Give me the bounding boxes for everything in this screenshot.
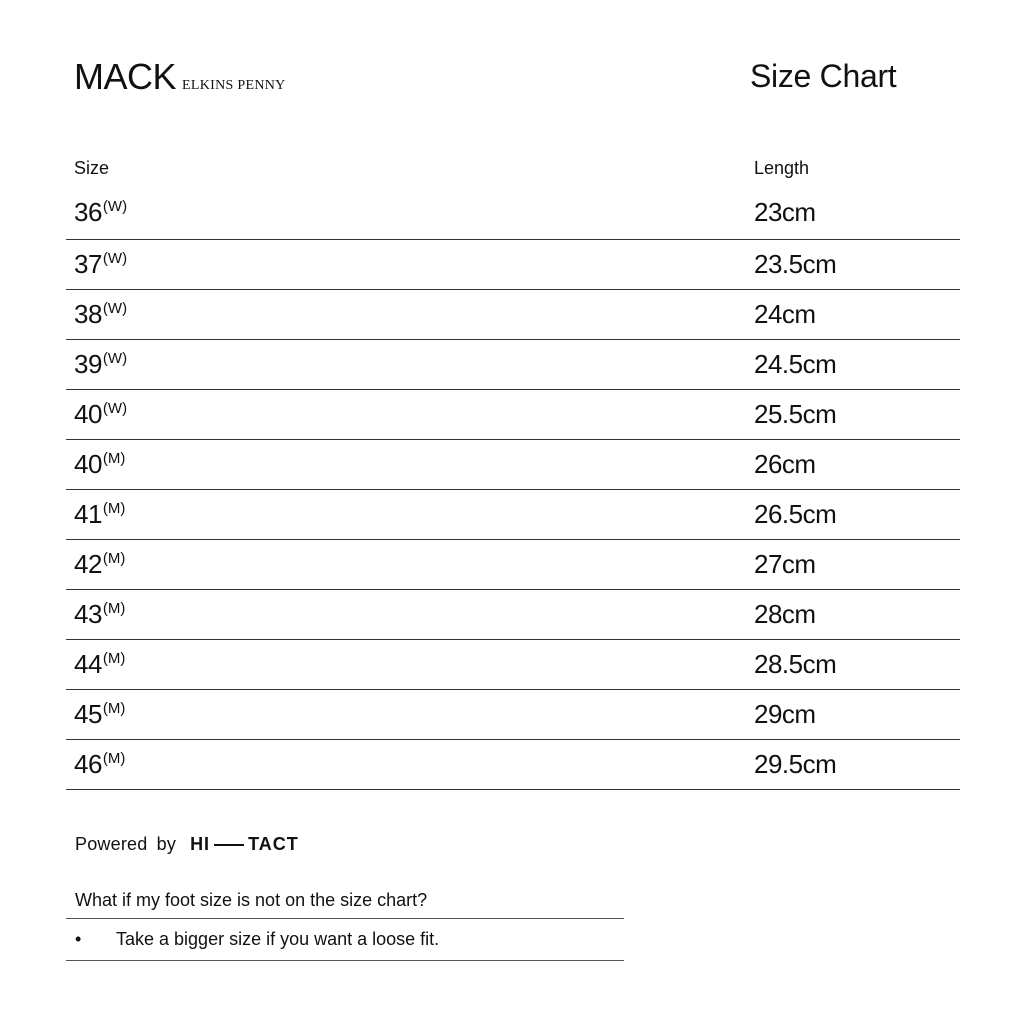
size-value: 36 — [74, 197, 102, 227]
size-cell — [66, 549, 754, 580]
table-row — [66, 740, 960, 790]
table-row — [66, 590, 960, 640]
length-column-header: Length — [754, 157, 810, 178]
size-value: 46 — [74, 749, 102, 779]
faq-answer: Take a bigger size if you want a loose fit. — [116, 929, 440, 949]
brand-header — [74, 56, 286, 98]
size-value: 40 — [74, 449, 102, 479]
gender-marker: (M) — [102, 699, 126, 717]
length-cell: 26.5cm — [754, 499, 837, 529]
size-value: 37 — [74, 249, 102, 279]
size-cell — [66, 499, 754, 530]
length-cell: 27cm — [754, 549, 816, 579]
size-column-header: Size — [74, 157, 110, 178]
size-value: 41 — [74, 499, 102, 529]
length-cell: 24.5cm — [754, 349, 837, 379]
table-row — [66, 440, 960, 490]
table-row — [66, 240, 960, 290]
table-row — [66, 640, 960, 690]
gender-marker: (W) — [102, 299, 128, 317]
size-value: 38 — [74, 299, 102, 329]
size-value: 45 — [74, 699, 102, 729]
faq-section — [66, 882, 624, 961]
gender-marker: (M) — [102, 649, 126, 667]
length-cell: 23cm — [754, 197, 816, 227]
size-value: 44 — [74, 649, 102, 679]
gender-marker: (M) — [102, 599, 126, 617]
powered-by — [75, 834, 299, 855]
logo-line — [214, 844, 244, 846]
size-value: 39 — [74, 349, 102, 379]
length-cell: 26cm — [754, 449, 816, 479]
size-cell — [66, 197, 754, 228]
hitact-logo — [190, 834, 299, 855]
powered-label: Powered by — [75, 834, 177, 854]
table-row — [66, 690, 960, 740]
logo-left-text: HI — [190, 834, 211, 854]
bullet: • — [75, 929, 82, 949]
size-cell — [66, 299, 754, 330]
logo-right-text: TACT — [248, 834, 299, 854]
gender-marker: (M) — [102, 449, 126, 467]
size-cell — [66, 399, 754, 430]
gender-marker: (M) — [102, 499, 126, 517]
size-cell — [66, 449, 754, 480]
faq-answer-item — [66, 919, 624, 961]
size-cell — [66, 249, 754, 280]
size-value: 43 — [74, 599, 102, 629]
faq-question: What if my foot size is not on the size chart? — [66, 882, 624, 919]
table-row — [66, 186, 960, 240]
page-title: Size Chart — [750, 58, 897, 94]
length-cell: 29cm — [754, 699, 816, 729]
length-cell: 29.5cm — [754, 749, 837, 779]
table-row — [66, 490, 960, 540]
length-cell: 28.5cm — [754, 649, 837, 679]
table-row — [66, 390, 960, 440]
length-cell: 23.5cm — [754, 249, 837, 279]
gender-marker: (W) — [102, 249, 128, 267]
length-cell: 25.5cm — [754, 399, 837, 429]
size-cell — [66, 349, 754, 380]
gender-marker: (M) — [102, 749, 126, 767]
brand-name: MACK — [74, 56, 177, 97]
length-cell: 24cm — [754, 299, 816, 329]
size-cell — [66, 699, 754, 730]
size-value: 40 — [74, 399, 102, 429]
size-value: 42 — [74, 549, 102, 579]
brand-model: ELKINS PENNY — [182, 78, 286, 93]
table-row — [66, 540, 960, 590]
size-cell — [66, 599, 754, 630]
length-cell: 28cm — [754, 599, 816, 629]
table-body — [66, 186, 960, 790]
gender-marker: (W) — [102, 399, 128, 417]
table-row — [66, 340, 960, 390]
gender-marker: (M) — [102, 549, 126, 567]
size-table — [66, 150, 960, 790]
size-cell — [66, 749, 754, 780]
table-header — [66, 150, 960, 186]
size-cell — [66, 649, 754, 680]
table-row — [66, 290, 960, 340]
gender-marker: (W) — [102, 349, 128, 367]
gender-marker: (W) — [102, 197, 128, 215]
